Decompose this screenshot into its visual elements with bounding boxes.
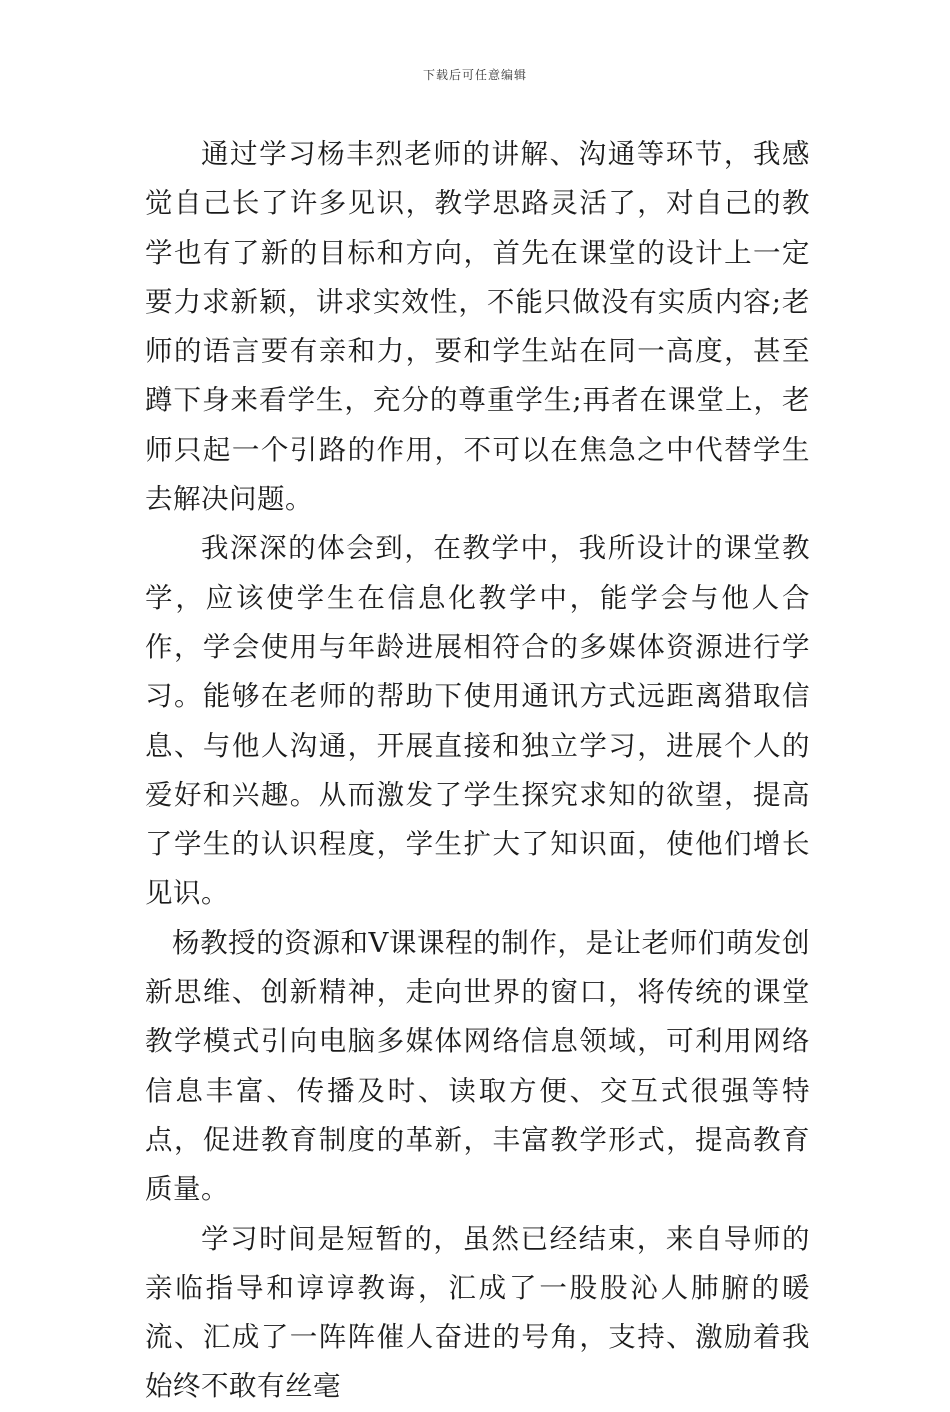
paragraph-3: 杨教授的资源和V课课程的制作，是让老师们萌发创新思维、创新精神，走向世界的窗口，将传统的课堂教学模式引向电脑多媒体网络信息领域，可利用网络信息丰富、传播及时、读取方便、交互式很强等特点，促进教育制度的革新，丰富教学形式，提高教育质量。 [145, 926, 810, 1206]
page-header-note: 下载后可任意编辑 [422, 68, 527, 82]
paragraph-4: 学习时间是短暂的，虽然已经结束，来自导师的亲临指导和谆谆教诲，汇成了一股股沁人肺腑的暖流、汇成了一阵阵催人奋进的号角，支持、激励着我始终不敢有丝毫 [145, 1222, 810, 1403]
paragraph-1: 通过学习杨丰烈老师的讲解、沟通等环节，我感觉自己长了许多见识，教学思路灵活了，对自己的教学也有了新的目标和方向，首先在课堂的设计上一定要力求新颖，讲求实效性，不能只做没有实质内容;老师的语言要有亲和力，要和学生站在同一高度，甚至蹲下身来看学生，充分的尊重学生;再者在课堂上，老师只起一个引路的作用，不可以在焦急之中代替学生去解决问题。 [145, 138, 810, 516]
paragraph-2: 我深深的体会到，在教学中，我所设计的课堂教学，应该使学生在信息化教学中，能学会与他人合作，学会使用与年龄进展相符合的多媒体资源进行学习。能够在老师的帮助下使用通讯方式远距离猎取信息、与他人沟通，开展直接和独立学习，进展个人的爱好和兴趣。从而激发了学生探究求知的欲望，提高了学生的认识程度，学生扩大了知识面，使他们增长见识。 [145, 532, 810, 910]
document-body [145, 130, 810, 1412]
